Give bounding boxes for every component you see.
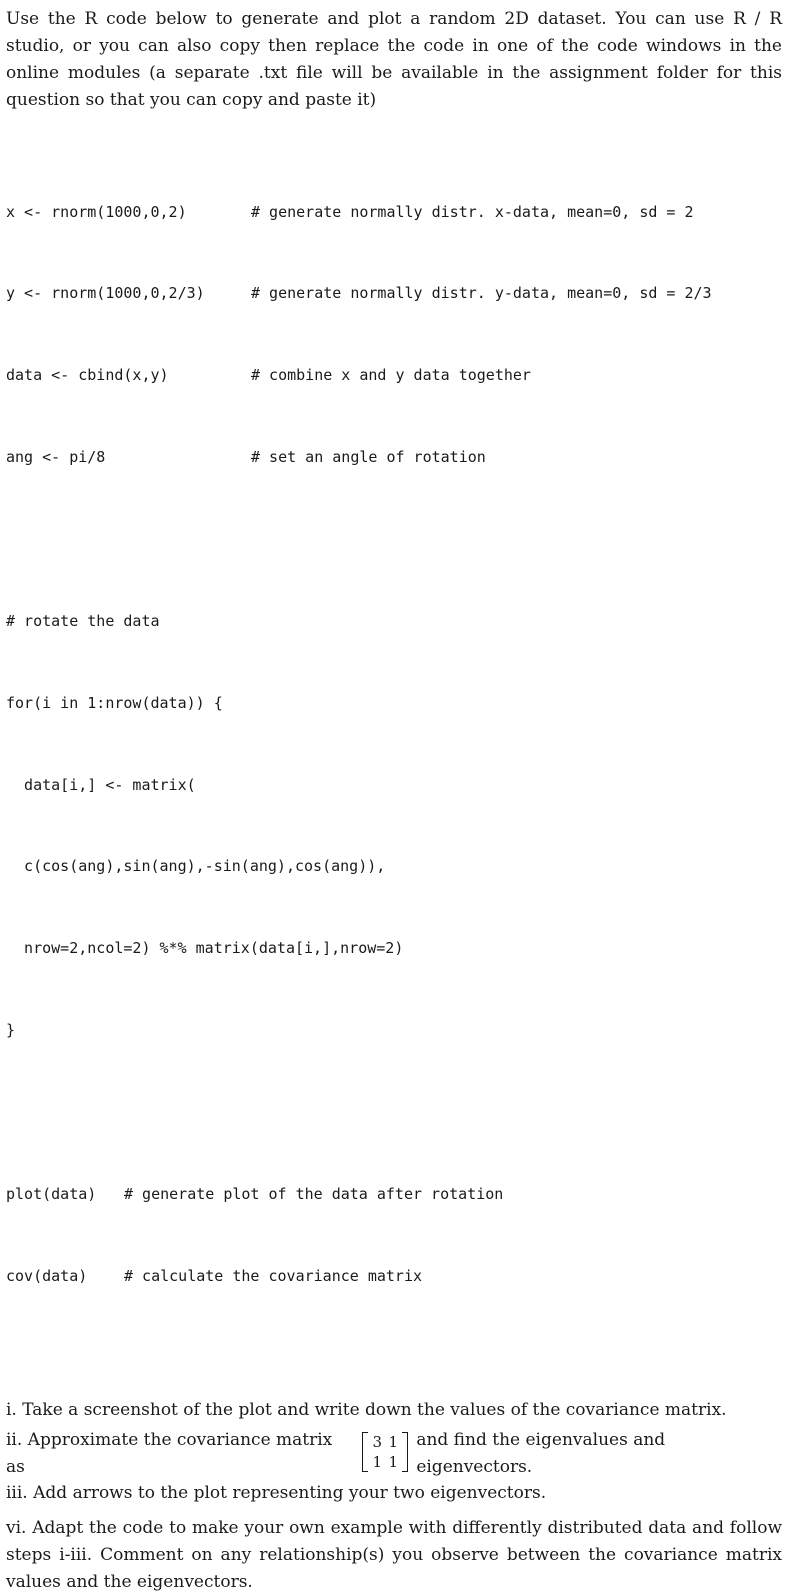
code-statement: ang <- pi/8 [6,448,106,467]
question-iii: iii. Add arrows to the plot representing your two eigenvectors. [6,1483,547,1504]
assignment-page [6,6,782,1596]
code-comment: # generate plot of the data after rotation [124,1184,504,1203]
code-line: c(cos(ang),sin(ang),-sin(ang),cos(ang)), [6,857,386,876]
code-rotate-block [6,553,782,1099]
matrix-cell: 1 [388,1433,399,1452]
code-line [6,362,782,389]
question-ii [6,1430,782,1478]
question-i: i. Take a screenshot of the plot and write down the values of the covariance matrix. [6,1400,727,1421]
code-statement: y <- rnorm(1000,0,2/3) [6,284,205,303]
questions-section [6,1397,782,1596]
matrix-right-bracket [402,1432,408,1472]
code-statement: data <- cbind(x,y) [6,366,169,385]
code-comment: # generate normally distr. x-data, mean=0, sd = 2 [251,202,694,221]
question-ii-text-after: and find the eigenvalues and eigenvectors. [416,1430,666,1478]
code-statement: x <- rnorm(1000,0,2) [6,202,187,221]
code-line [6,444,782,471]
code-line: } [6,1021,16,1040]
code-statement: cov(data) [6,1266,88,1285]
matrix-grid [368,1432,402,1472]
code-comment: # calculate the covariance matrix [124,1266,423,1285]
question-vi: vi. Adapt the code to make your own example with differently distributed data and follow steps i-iii. Comment on any relationship(s) you observe between the covariance matrix values and the eigenvectors. [6,1518,782,1593]
code-comment: # combine x and y data together [251,366,531,385]
covariance-matrix [362,1432,408,1472]
code-statement: plot(data) [6,1184,97,1203]
code-line: for(i in 1:nrow(data)) { [6,693,223,712]
matrix-cell: 1 [388,1453,399,1472]
code-line: # rotate the data [6,611,160,630]
code-line [6,1181,782,1208]
matrix-cell: 1 [372,1453,383,1472]
code-line: data[i,] <- matrix( [6,775,196,794]
code-line [6,1263,782,1290]
intro-paragraph: Use the R code below to generate and plot a random 2D dataset. You can use R / R studio, or you can also copy then replace the code in one of the code windows in the online modules (a separate .txt file will be available in the assignment folder for this question so that you can copy and paste it) [6,9,782,110]
question-ii-text-before: ii. Approximate the covariance matrix as [6,1430,333,1478]
code-comment: # set an angle of rotation [251,448,486,467]
code-line [6,199,782,226]
code-line [6,280,782,307]
matrix-cell: 3 [372,1433,383,1452]
code-plot-block [6,1126,782,1344]
code-comment: # generate normally distr. y-data, mean=0, sd = 2/3 [251,284,712,303]
code-line: nrow=2,ncol=2) %*% matrix(data[i,],nrow=2) [6,939,404,958]
code-setup-block [6,144,782,526]
